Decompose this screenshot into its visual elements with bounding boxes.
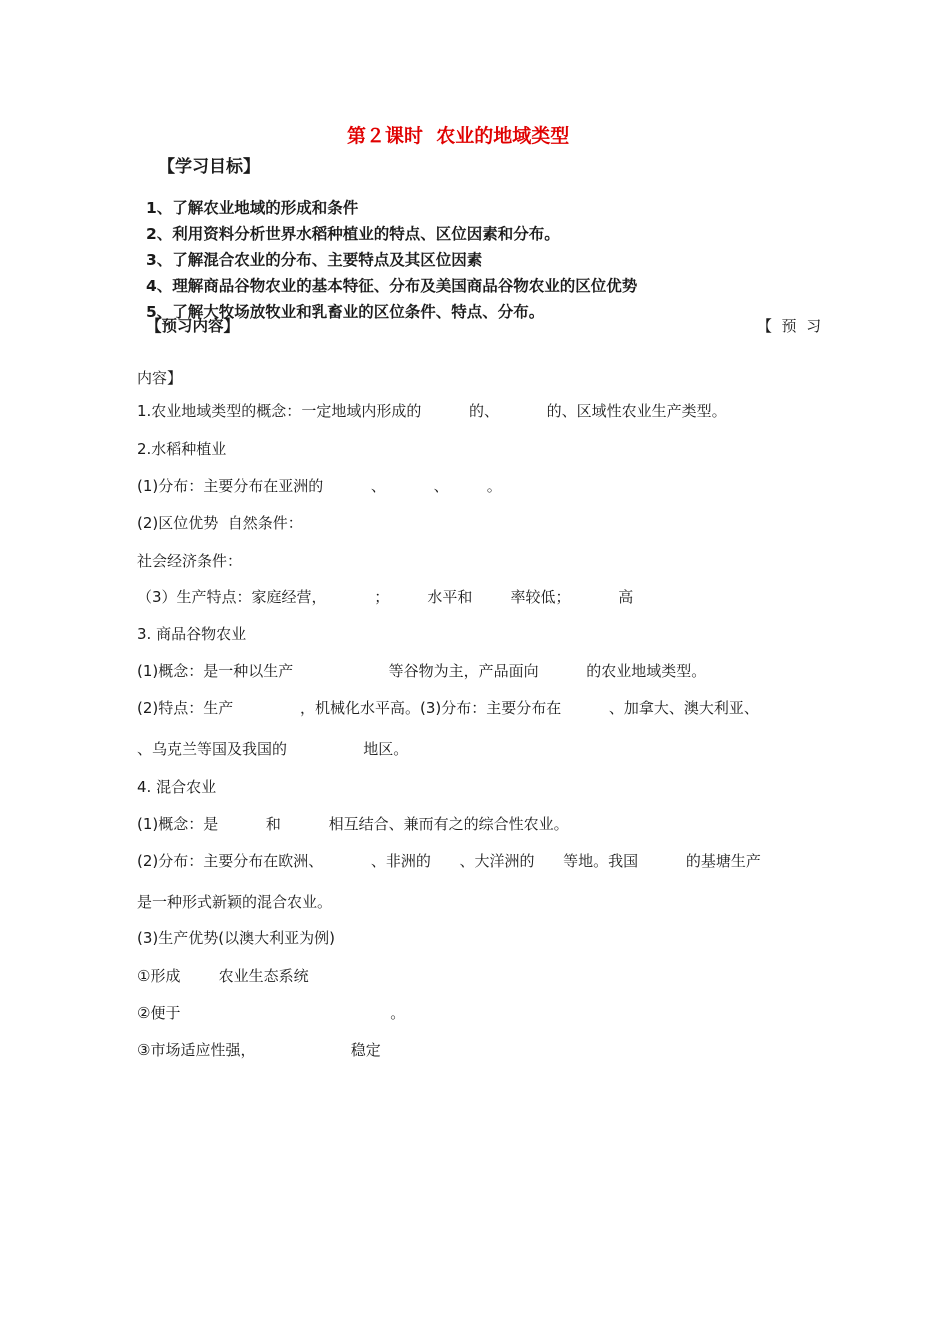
preview-line: （3）生产特点：家庭经营， ； 水平和 率较低； 高 — [137, 588, 634, 606]
preview-line: ①形成 农业生态系统 — [137, 967, 309, 985]
preview-line: 2.水稻种植业 — [137, 440, 227, 458]
preview-line: 、乌克兰等国及我国的 地区。 — [137, 740, 409, 758]
preview-line: (2)特点：生产 ，机械化水平高。(3)分布：主要分布在 、加拿大、澳大利亚、 — [137, 699, 759, 717]
preview-line: (1)概念：是一种以生产 等谷物为主，产品面向 的农业地域类型。 — [137, 662, 707, 680]
objectives-heading: 【学习目标】 — [158, 157, 260, 177]
objective-item: 4、理解商品谷物农业的基本特征、分布及美国商品谷物农业的区位优势 — [146, 277, 638, 295]
preview-line: (2)分布：主要分布在欧洲、 、非洲的 、大洋洲的 等地。我国 的基塘生产 — [137, 852, 761, 870]
page-title: 第２课时 农业的地域类型 — [347, 125, 570, 147]
preview-line: 是一种形式新颖的混合农业。 — [137, 893, 333, 911]
preview-line: 3. 商品谷物农业 — [137, 625, 247, 643]
preview-line: (2)区位优势 自然条件： — [137, 514, 303, 532]
preview-line: (3)生产优势(以澳大利亚为例) — [137, 929, 335, 947]
objective-item: 1、了解农业地域的形成和条件 — [146, 199, 359, 217]
preview-line: 1.农业地域类型的概念：一定地域内形成的 的、 的、区域性农业生产类型。 — [137, 402, 727, 420]
preview-line: (1)概念：是 和 相互结合、兼而有之的综合性农业。 — [137, 815, 569, 833]
clipped-preview-heading — [146, 317, 276, 335]
objective-item: 2、利用资料分析世界水稻种植业的特点、区位因素和分布。 — [146, 225, 560, 243]
preview-line: 4. 混合农业 — [137, 778, 217, 796]
preview-line: (1)分布：主要分布在亚洲的 、 、 。 — [137, 477, 502, 495]
preview-line: ②便于 。 — [137, 1004, 406, 1022]
objective-item: 5、了解大牧场放牧业和乳畜业的区位条件、特点、分布。 — [146, 303, 545, 321]
preview-line: ③市场适应性强， 稳定 — [137, 1041, 381, 1059]
preview-heading-part2: 内容】 — [137, 369, 183, 387]
clipped-preview-heading-text: 【预习内容】 — [146, 317, 240, 335]
preview-line: 社会经济条件： — [137, 552, 243, 570]
preview-heading-part1: 【 预 习 — [757, 317, 822, 335]
objective-item: 3、了解混合农业的分布、主要特点及其区位因素 — [146, 251, 483, 269]
